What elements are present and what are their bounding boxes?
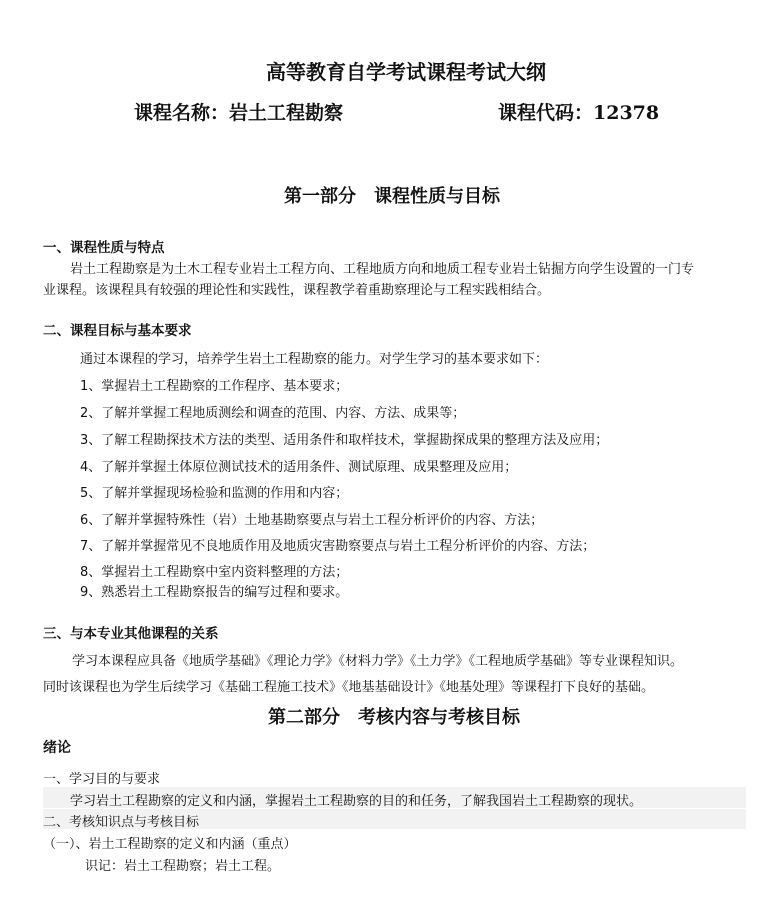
course-name: 课程名称：岩土工程勘察 xyxy=(134,102,344,124)
part2-sec2-heading: 二、考核知识点与考核目标 xyxy=(43,815,200,830)
part2-heading: 第二部分 考核内容与考核目标 xyxy=(268,707,520,728)
sec2-heading: 二、课程目标与基本要求 xyxy=(43,323,192,339)
part2-subsection-heading: （一）、岩土工程勘察的定义和内涵（重点） xyxy=(43,837,297,852)
part2-sec1-heading: 一、学习目的与要求 xyxy=(43,772,161,787)
requirement-item: 6、了解并掌握特殊性（岩）土地基勘察要点与岩土工程分析评价的内容、方法； xyxy=(80,513,544,528)
course-code: 课程代码：12378 xyxy=(498,102,660,124)
sec2-intro: 通过本课程的学习，培养学生岩土工程勘察的能力。对学生学习的基本要求如下： xyxy=(80,352,549,367)
part1-heading: 第一部分 课程性质与目标 xyxy=(284,186,500,207)
intro-heading: 绪论 xyxy=(43,740,71,756)
sec3-text-line1: 学习本课程应具备《地质学基础》《理论力学》《材料力学》《土力学》《工程地质学基础》等专业课程知识。 xyxy=(72,654,684,669)
sec1-text-line1: 岩土工程勘察是为土木工程专业岩土工程方向、工程地质方向和地质工程专业岩土钻掘方向学生设置的一门专 xyxy=(70,262,695,277)
requirement-item: 5、了解并掌握现场检验和监测的作用和内容； xyxy=(80,486,349,501)
sec3-heading: 三、与本专业其他课程的关系 xyxy=(43,626,219,642)
requirement-item: 4、了解并掌握土体原位测试技术的适用条件、测试原理、成果整理及应用； xyxy=(80,460,518,475)
doc-title: 高等教育自学考试课程考试大纲 xyxy=(266,60,546,84)
requirement-item: 9、熟悉岩土工程勘察报告的编写过程和要求。 xyxy=(80,585,349,600)
requirement-item: 1、掌握岩土工程勘察的工作程序、基本要求； xyxy=(80,379,349,394)
part2-sec1-text: 学习岩土工程勘察的定义和内涵，掌握岩土工程勘察的目的和任务，了解我国岩土工程勘察的现状。 xyxy=(70,794,643,809)
requirement-item: 8、掌握岩土工程勘察中室内资料整理的方法； xyxy=(80,565,349,580)
sec1-text-line2: 业课程。该课程具有较强的理论性和实践性，课程教学着重勘察理论与工程实践相结合。 xyxy=(43,283,551,298)
requirement-item: 7、了解并掌握常见不良地质作用及地质灾害勘察要点与岩土工程分析评价的内容、方法； xyxy=(80,539,596,554)
requirement-item: 2、了解并掌握工程地质测绘和调查的范围、内容、方法、成果等； xyxy=(80,406,466,421)
part2-subsection-text: 识记：岩土工程勘察；岩土工程。 xyxy=(85,859,281,874)
sec1-heading: 一、课程性质与特点 xyxy=(43,240,165,256)
sec3-text-line2: 同时该课程也为学生后续学习《基础工程施工技术》《地基基础设计》《地基处理》等课程打下良好的基础。 xyxy=(43,680,655,695)
requirement-item: 3、了解工程勘探技术方法的类型、适用条件和取样技术，掌握勘探成果的整理方法及应用； xyxy=(80,433,609,448)
